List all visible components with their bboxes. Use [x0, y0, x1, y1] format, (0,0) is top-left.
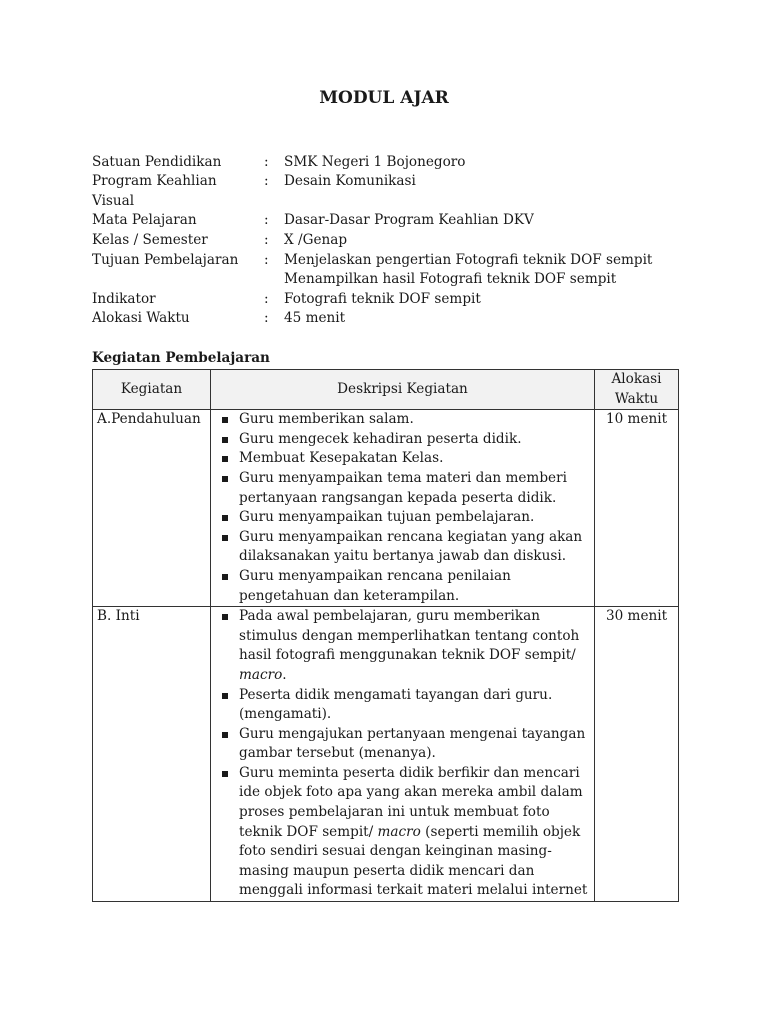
table-header-row [93, 370, 679, 410]
info-value: Fotografi teknik DOF sempit [284, 290, 481, 307]
stage-cell: A.Pendahuluan [93, 410, 211, 607]
info-row-mapel [92, 211, 692, 231]
table-row [93, 607, 679, 902]
section-heading: Kegiatan Pembelajaran [92, 350, 270, 366]
info-label: Mata Pelajaran [92, 212, 197, 229]
list-item: Guru memberikan salam. [219, 410, 590, 430]
info-label: Tujuan Pembelajaran [92, 251, 239, 268]
list-item-emphasis: macro [377, 823, 421, 840]
info-row-alokasi [92, 309, 692, 329]
info-row-tujuan [92, 251, 692, 290]
info-label: Satuan Pendidikan [92, 154, 222, 170]
stage-cell: B. Inti [93, 607, 211, 902]
info-value [284, 251, 684, 290]
info-colon: : [264, 251, 269, 268]
identity-info [92, 153, 692, 329]
list-item [219, 764, 590, 901]
info-label: Kelas / Semester [92, 232, 208, 248]
list-item-emphasis: macro [239, 666, 283, 683]
info-colon: : [264, 154, 269, 170]
info-colon: : [264, 173, 269, 190]
list-item-text: Guru meminta peserta didik berfikir dan mencari ide objek foto apa yang akan mereka ambil dalam proses pembelajaran ini untuk membuat foto teknik DOF sempit/ [239, 764, 583, 840]
header-kegiatan: Kegiatan [93, 370, 211, 410]
info-label: Program Keahlian Visual [92, 173, 217, 209]
list-item: Guru menyampaikan tema materi dan memberi pertanyaan rangsangan kepada peserta didik. [219, 469, 590, 508]
list-item [219, 607, 590, 685]
info-value: X /Genap [284, 232, 348, 248]
table-row [93, 410, 679, 607]
time-cell: 30 menit [595, 607, 679, 902]
description-cell [211, 607, 595, 902]
list-item-text: Pada awal pembelajaran, guru memberikan stimulus dengan memperlihatkan tentang contoh hasil fotografi menggunakan teknik DOF sempit/ [239, 608, 580, 664]
activity-list [211, 410, 594, 606]
info-label: Alokasi Waktu [92, 310, 190, 327]
info-value-line: Menjelaskan pengertian Fotografi teknik DOF sempit [284, 251, 653, 268]
activity-table [92, 369, 679, 902]
info-value: 45 menit [284, 310, 346, 327]
time-cell: 10 menit [595, 410, 679, 607]
description-cell [211, 410, 595, 607]
activity-list [211, 607, 594, 901]
page-title: MODUL AJAR [319, 88, 449, 108]
list-item: Guru menyampaikan tujuan pembelajaran. [219, 508, 590, 528]
info-row-indikator [92, 290, 692, 310]
list-item: Guru mengecek kehadiran peserta didik. [219, 430, 590, 450]
list-item: Membuat Kesepakatan Kelas. [219, 449, 590, 469]
info-value: Dasar-Dasar Program Keahlian DKV [284, 212, 534, 229]
info-value-line: Menampilkan hasil Fotografi teknik DOF sempit [284, 271, 617, 288]
info-value: SMK Negeri 1 Bojonegoro [284, 154, 466, 170]
info-row-program [92, 172, 692, 211]
info-colon: : [264, 310, 269, 327]
header-alokasi: Alokasi Waktu [595, 370, 679, 410]
info-colon: : [264, 232, 269, 248]
list-item: Guru menyampaikan rencana kegiatan yang akan dilaksanakan yaitu bertanya jawab dan diskusi. [219, 528, 590, 567]
list-item-tail: (seperti memilih objek foto sendiri sesuai dengan keinginan masing-masing maupun peserta didik mencari dan menggali informasi terkait materi melalui internet [239, 823, 588, 899]
info-row-kelas [92, 231, 692, 251]
info-label: Indikator [92, 290, 156, 307]
header-deskripsi: Deskripsi Kegiatan [211, 370, 595, 410]
list-item: Guru menyampaikan rencana penilaian pengetahuan dan keterampilan. [219, 567, 590, 606]
list-item: Guru mengajukan pertanyaan mengenai tayangan gambar tersebut (menanya). [219, 725, 590, 764]
list-item-tail: . [282, 666, 287, 683]
info-colon: : [264, 290, 269, 307]
list-item: Peserta didik mengamati tayangan dari guru. (mengamati). [219, 686, 590, 725]
info-value: Desain Komunikasi [284, 173, 416, 190]
info-colon: : [264, 212, 269, 229]
